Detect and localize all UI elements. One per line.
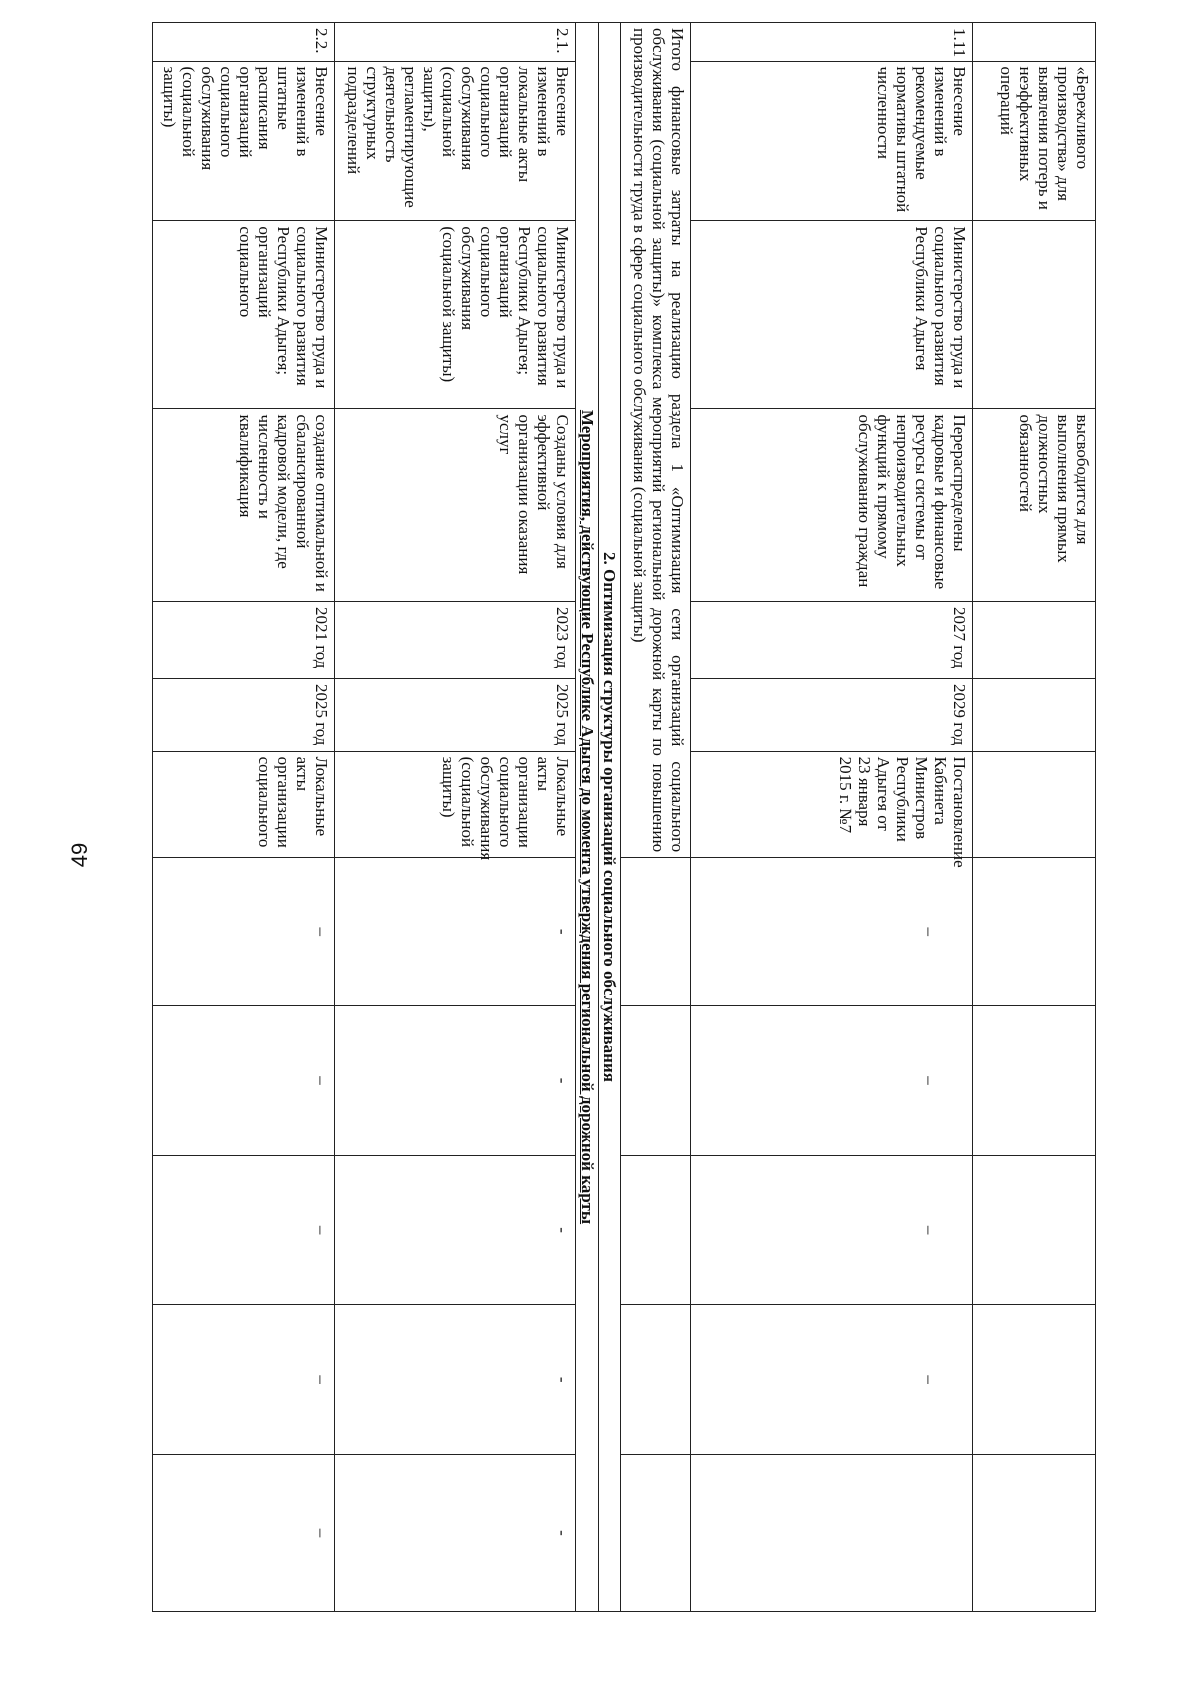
value-cell bbox=[621, 1155, 691, 1305]
row-number: 2.2. bbox=[153, 23, 335, 62]
row-number: 1.11 bbox=[691, 23, 973, 62]
value-cell bbox=[691, 1454, 973, 1611]
document-cell: Локальные акты организации социального обслуживания (социальной защиты) bbox=[335, 751, 576, 858]
table-row bbox=[973, 23, 1096, 1612]
executor-cell: Министерство труда и социального развития Республики Адыгея; организаций социального bbox=[153, 221, 335, 409]
measure-cell: Внесение изменений в рекомендуемые нормативы штатной численности bbox=[691, 61, 973, 221]
page-number: 49 bbox=[67, 842, 92, 868]
value-cell: – bbox=[153, 1305, 335, 1455]
value-cell bbox=[691, 1305, 973, 1455]
row-number: 2.1. bbox=[335, 23, 576, 62]
value-cell bbox=[621, 1305, 691, 1455]
start-year-cell bbox=[973, 602, 1096, 679]
value-cell: – bbox=[153, 1006, 335, 1156]
document-cell bbox=[973, 751, 1096, 858]
value-cell: - bbox=[335, 1006, 576, 1156]
value-cell bbox=[973, 1454, 1096, 1611]
end-year-cell: 2025 год bbox=[335, 679, 576, 752]
executor-cell bbox=[973, 221, 1096, 409]
section-header-row bbox=[598, 23, 621, 1612]
document-cell: Постановление Кабинета Министров Республики Адыгея от 23 января 2015 г. №7 bbox=[691, 751, 973, 858]
executor-cell: Министерство труда и социального развития Республики Адыгея bbox=[691, 221, 973, 409]
start-year-cell: 2027 год bbox=[691, 602, 973, 679]
dash-mark: – bbox=[920, 1076, 939, 1085]
value-cell bbox=[691, 1155, 973, 1305]
result-cell: Созданы условия для эффективной организации оказания услуг bbox=[335, 409, 576, 602]
dash-mark: – bbox=[920, 1225, 939, 1235]
result-cell: высвободится для выполнения прямых должностных обязанностей bbox=[973, 409, 1096, 602]
subsection-header-row bbox=[576, 23, 599, 1612]
value-cell: - bbox=[335, 858, 576, 1006]
table-row bbox=[691, 23, 973, 1612]
value-cell: - bbox=[335, 1454, 576, 1611]
subsection-cell bbox=[576, 23, 599, 1612]
rotated-table-container bbox=[152, 22, 1096, 1612]
value-cell bbox=[973, 1155, 1096, 1305]
result-cell: Перераспределены кадровые и финансовые ресурсы системы от непроизводительных функций к прямому обслуживанию граждан bbox=[691, 409, 973, 602]
value-cell: – bbox=[153, 858, 335, 1006]
value-cell bbox=[621, 1006, 691, 1156]
measure-cell: Внесение изменений в локальные акты организаций социального обслуживания (социальной защиты), регламентирующие деятельность структурных подразделений bbox=[335, 61, 576, 221]
table-row bbox=[335, 23, 576, 1612]
value-cell bbox=[621, 858, 691, 1006]
dash-mark: – bbox=[920, 1375, 939, 1384]
result-cell: создание оптимальной и сбалансированной кадровой модели, где численность и квалификация bbox=[153, 409, 335, 602]
value-cell bbox=[691, 858, 973, 1006]
dash-mark: – bbox=[920, 927, 939, 936]
row-number bbox=[973, 23, 1096, 62]
value-cell bbox=[973, 1006, 1096, 1156]
start-year-cell: 2021 год bbox=[153, 602, 335, 679]
document-cell: Локальные акты организации социального bbox=[153, 751, 335, 858]
table-row bbox=[153, 23, 335, 1612]
roadmap-table bbox=[152, 22, 1096, 1612]
end-year-cell: 2025 год bbox=[153, 679, 335, 752]
total-text: Итого финансовые затраты на реализацию раздела 1 «Оптимизация сети организаций социального обслуживания (социальной защиты)» комплекса мероприятий региональной дорожной карты по повышению производительности труда в сфере социального обслуживания (социальной защиты) bbox=[621, 23, 691, 858]
value-cell bbox=[973, 858, 1096, 1006]
value-cell: - bbox=[335, 1305, 576, 1455]
measure-cell: Внесение изменений в штатные расписания организаций социального обслуживания (социальной защиты) bbox=[153, 61, 335, 221]
start-year-cell: 2023 год bbox=[335, 602, 576, 679]
value-cell: - bbox=[335, 1155, 576, 1305]
value-cell: – bbox=[153, 1454, 335, 1611]
measure-cell: «Бережливого производства» для выявления потерь и неэффективных операций bbox=[973, 61, 1096, 221]
total-row bbox=[621, 23, 691, 1612]
value-cell bbox=[621, 1454, 691, 1611]
executor-cell: Министерство труда и социального развития Республики Адыгея; организаций социального обслуживания (социальной защиты) bbox=[335, 221, 576, 409]
value-cell bbox=[973, 1305, 1096, 1455]
value-cell: – bbox=[153, 1155, 335, 1305]
end-year-cell bbox=[973, 679, 1096, 752]
section-title: 2. Оптимизация структуры организаций социального обслуживания bbox=[598, 23, 621, 1612]
subsection-title: Мероприятия, действующие Республике Адыгея до момента утверждения региональной дорожной карты bbox=[577, 409, 597, 1225]
end-year-cell: 2029 год bbox=[691, 679, 973, 752]
value-cell bbox=[691, 1006, 973, 1156]
